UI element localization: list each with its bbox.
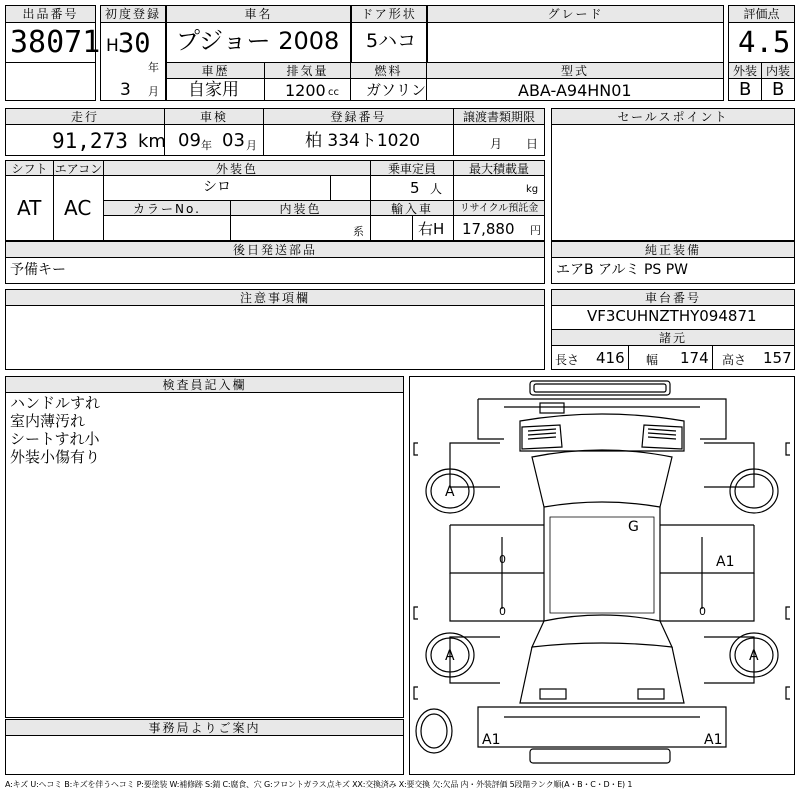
mark-front-left-tire: A xyxy=(445,484,455,500)
specs-header: 諸元 xyxy=(551,329,795,346)
specs-width: 174 xyxy=(680,349,709,367)
transfer-docs-day-unit: 日 xyxy=(526,137,539,151)
capacity: 5 xyxy=(410,179,420,197)
car-name: プジョー 2008 xyxy=(176,27,340,55)
specs-width-label: 幅 xyxy=(646,353,659,367)
door-type: 5ハコ xyxy=(366,30,417,52)
score: 4.5 xyxy=(738,25,791,59)
capacity-header: 乗車定員 xyxy=(370,160,454,176)
specs-height-label: 高さ xyxy=(722,353,747,367)
sales-points-header: セールスポイント xyxy=(551,108,795,125)
mark-roof: G xyxy=(628,519,639,535)
first-registration-header: 初度登録 xyxy=(100,5,166,23)
mark-rear-left-tire: A xyxy=(445,648,455,664)
car-name-header: 車名 xyxy=(166,5,351,23)
sales-points-cell xyxy=(551,108,795,241)
import-header: 輸入車 xyxy=(370,200,454,216)
exterior-grade: B xyxy=(739,79,752,100)
recycle-fee: 17,880 xyxy=(462,220,515,238)
chassis-number-header: 車台番号 xyxy=(551,289,795,306)
grade-header: グレード xyxy=(427,5,724,23)
car-diagram xyxy=(409,376,795,775)
displacement-unit: cc xyxy=(328,87,339,98)
aircon: AC xyxy=(64,196,92,220)
inspection-year: 09 xyxy=(178,130,201,151)
genuine-equipment-header: 純正装備 xyxy=(551,241,795,258)
inspection-month: 03 xyxy=(222,130,245,151)
mileage-unit: km xyxy=(138,131,166,152)
transfer-docs-month-unit: 月 xyxy=(490,137,503,151)
first-registration-year-unit: 年 xyxy=(148,61,159,74)
fuel: ガソリン xyxy=(366,81,427,99)
lot-number: 38071 xyxy=(10,25,101,60)
office-guide-header: 事務局よりご案内 xyxy=(5,719,404,736)
recycle-header: リサイクル預託金 xyxy=(453,200,545,216)
specs-height: 157 xyxy=(763,349,792,367)
inspector-notes-header: 検査員記入欄 xyxy=(5,376,404,393)
interior-color-suffix: 系 xyxy=(353,225,364,238)
recycle-unit: 円 xyxy=(530,224,541,237)
door-type-header: ドア形状 xyxy=(351,5,427,23)
inspector-note-4: 外装小傷有り xyxy=(10,448,101,466)
max-load-header: 最大積載量 xyxy=(453,160,545,176)
shift-header: シフト xyxy=(5,160,54,176)
interior-color-header: 内装色 xyxy=(230,200,371,216)
displacement-header: 排気量 xyxy=(264,62,351,79)
inspection-month-unit: 月 xyxy=(246,139,257,152)
mark-right-front-door: A1 xyxy=(716,554,735,570)
inspector-note-2: 室内薄汚れ xyxy=(10,412,86,430)
mark-left-rear-door: 0 xyxy=(499,605,506,618)
notes-header: 注意事項欄 xyxy=(5,289,545,306)
first-registration-month: 3 xyxy=(120,80,131,100)
model: ABA-A94HN01 xyxy=(518,81,632,100)
specs-length-label: 長さ xyxy=(555,353,580,367)
registration-number-header: 登録番号 xyxy=(263,108,454,125)
displacement: 1200 xyxy=(285,81,326,100)
car-diagram-svg xyxy=(410,377,794,774)
inspector-note-1: ハンドルすれ xyxy=(10,394,101,412)
shift: AT xyxy=(17,196,42,220)
color-no-header: カラーNo. xyxy=(103,200,231,216)
aircon-header: エアコン xyxy=(54,162,103,176)
mark-left-front-door: 0 xyxy=(499,553,506,566)
max-load-unit: kg xyxy=(526,184,539,195)
genuine-equipment: エアB アルミ PS PW xyxy=(556,262,689,278)
mileage-header: 走行 xyxy=(5,108,165,125)
first-registration-year: 30 xyxy=(118,28,151,59)
mileage: 91,273 xyxy=(52,129,128,153)
mark-rear-left: A1 xyxy=(482,732,501,748)
first-registration-month-unit: 月 xyxy=(148,85,159,98)
first-registration-era: H xyxy=(106,36,119,56)
import-type: 右H xyxy=(418,220,445,238)
exterior-color: シロ xyxy=(203,179,231,195)
registration-number: 柏 334ト1020 xyxy=(305,131,421,151)
inspector-note-3: シートすれ小 xyxy=(10,430,100,448)
mark-rear-right: A1 xyxy=(704,732,723,748)
score-header: 評価点 xyxy=(728,5,795,23)
lot-number-header: 出品番号 xyxy=(5,5,96,23)
specs-length: 416 xyxy=(596,349,625,367)
exterior-header: 外装 xyxy=(728,62,762,79)
mark-right-rear-door: 0 xyxy=(699,605,706,618)
exterior-color-header: 外装色 xyxy=(103,160,371,176)
parts-later-header: 後日発送部品 xyxy=(5,241,545,258)
history: 自家用 xyxy=(188,80,239,100)
capacity-unit: 人 xyxy=(430,182,443,196)
transfer-docs-header: 譲渡書類期限 xyxy=(453,108,545,125)
chassis-number: VF3CUHNZTHY094871 xyxy=(587,307,757,325)
parts-later: 予備キー xyxy=(10,262,66,278)
mark-rear-right-tire: A xyxy=(749,648,759,664)
inspection-year-unit: 年 xyxy=(201,139,212,152)
inspection-header: 車検 xyxy=(164,108,264,125)
model-header: 型式 xyxy=(426,62,724,79)
interior-grade: B xyxy=(772,79,785,100)
legend: A:キズ U:ヘコミ B:キズを伴うヘコミ P:要塗装 W:補修跡 S:錆 C:腐食、穴 G:フロントガラス点キズ XX:交換済み X:要交換 欠:欠品 内・外装評価 5段階ランク順(A・B・C・D・E) 1 xyxy=(5,780,633,789)
interior-header: 内装 xyxy=(761,62,795,79)
fuel-header: 燃料 xyxy=(350,62,427,79)
history-header: 車歴 xyxy=(166,62,265,79)
